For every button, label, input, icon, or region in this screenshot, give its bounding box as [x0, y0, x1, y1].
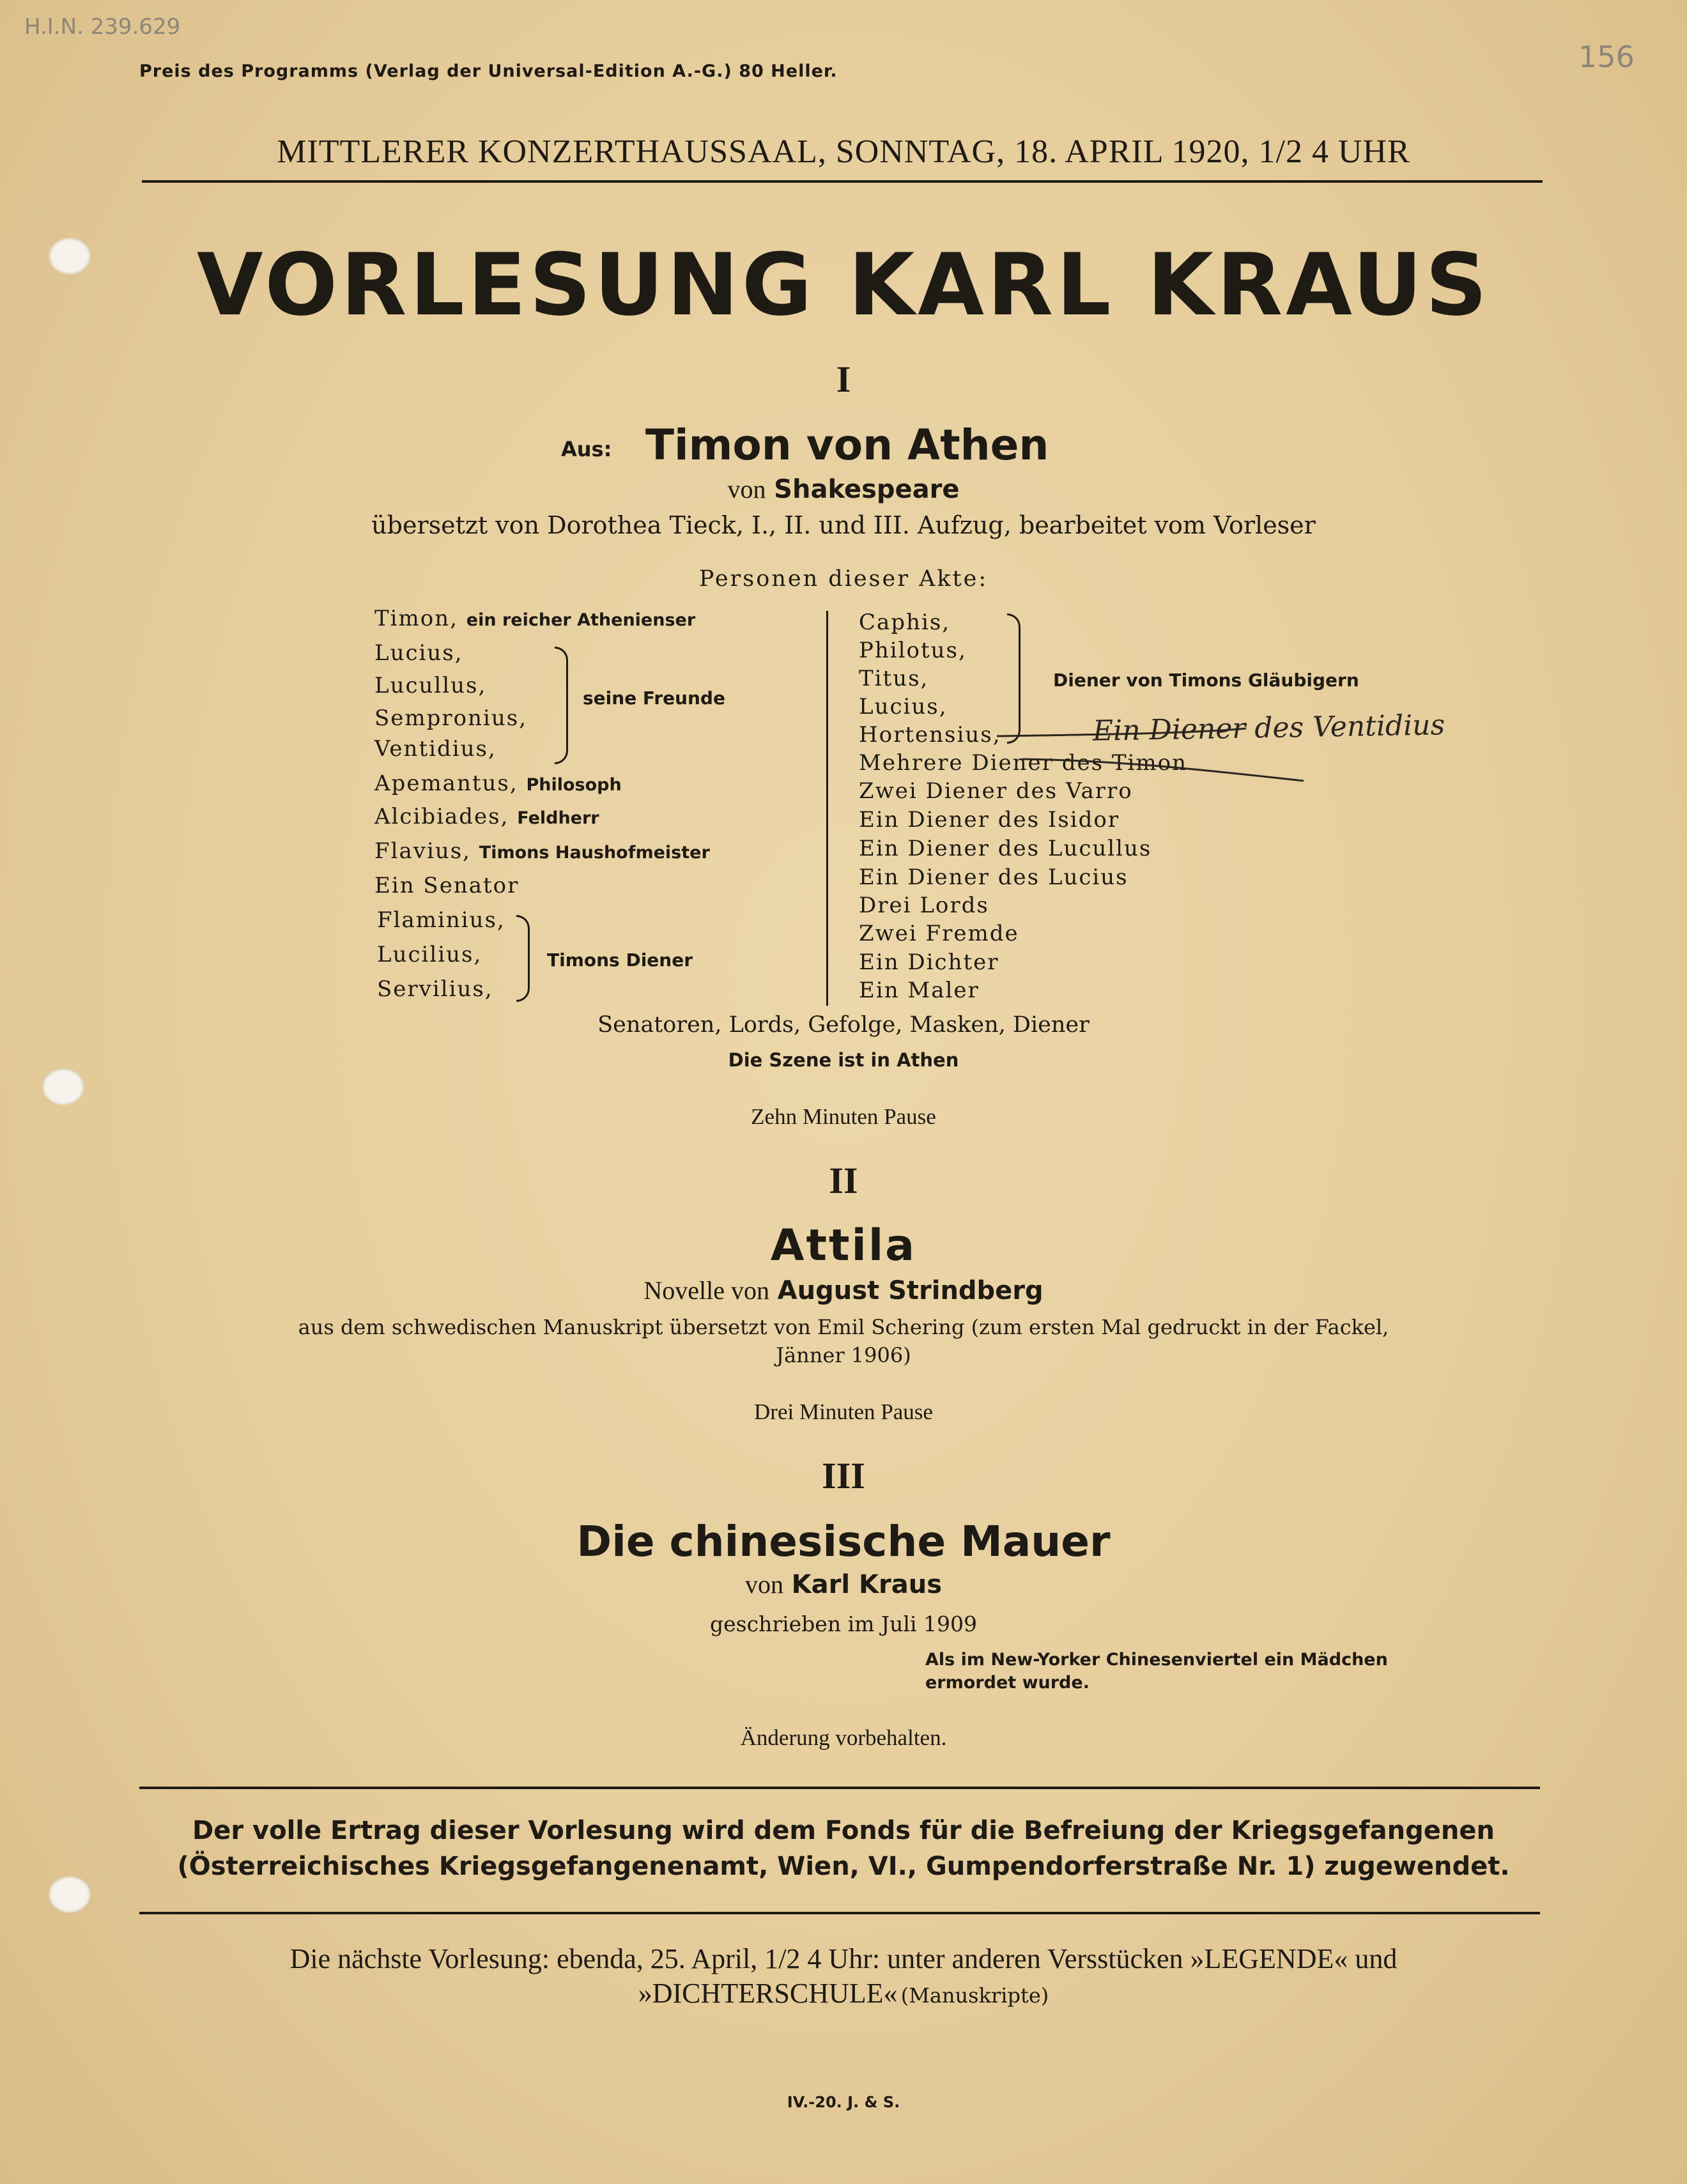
genre-label: Novelle von: [643, 1276, 769, 1305]
cast-other: Ein Diener des Isidor: [859, 807, 1120, 833]
scene-line: Die Szene ist in Athen: [728, 1049, 959, 1071]
punch-hole-middle: [42, 1068, 84, 1105]
cast-creditor-servant: Philotus,: [859, 638, 967, 663]
cast-other: Ein Dichter: [859, 950, 999, 975]
cast-other: Mehrere Diener des Timon: [859, 750, 1188, 776]
label-diener-glaeubiger: Diener von Timons Gläubigern: [1053, 670, 1359, 691]
cast-servant: Flaminius,: [377, 907, 505, 933]
label-timons-diener: Timons Diener: [547, 950, 693, 971]
cast-creditor-servant: Titus,: [859, 666, 929, 691]
aus-label: Aus:: [561, 437, 612, 461]
next-reading-2: [0, 1977, 1687, 2010]
translation-note-attila: aus dem schwedischen Manuskript übersetzt von Emil Schering (zum ersten Mal gedruckt in der Fackel,: [298, 1315, 1389, 1339]
cast-friend: Lucullus,: [374, 673, 487, 698]
written-date: geschrieben im Juli 1909: [710, 1611, 977, 1636]
part-numeral-2: II: [829, 1160, 858, 1201]
price-note: Preis des Programms (Verlag der Universal-Edition A.-G.) 80 Heller.: [139, 61, 838, 81]
personen-heading: Personen dieser Akte:: [698, 566, 989, 592]
page-title: VORLESUNG KARL KRAUS: [196, 235, 1491, 335]
von-label-3: von: [744, 1570, 783, 1599]
part-numeral-3: III: [822, 1455, 865, 1496]
author-line-strindberg: [0, 1275, 1687, 1305]
venue-line: MITTLERER KONZERTHAUSSAAL, SONNTAG, 18. APRIL 1920, 1/2 4 UHR: [277, 134, 1410, 170]
cast-other: Zwei Fremde: [859, 921, 1019, 946]
author-strindberg: August Strindberg: [777, 1276, 1044, 1305]
handwritten-addition: Ein Diener des Ventidius: [1092, 709, 1445, 748]
label-seine-freunde: seine Freunde: [583, 688, 725, 709]
brace-servants: [516, 915, 530, 1002]
author-shakespeare: Shakespeare: [774, 475, 960, 504]
cast-alcibiades: Alcibiades, Feldherr: [374, 804, 599, 829]
cast-column-divider: [826, 611, 828, 1006]
pause-1: Zehn Minuten Pause: [751, 1104, 936, 1129]
brace-friends: [555, 647, 568, 764]
cast-creditor-servant: Caphis,: [859, 610, 951, 635]
cast-other: Zwei Diener des Varro: [859, 778, 1133, 804]
translation-note-attila-2: Jänner 1906): [776, 1343, 911, 1367]
author-kraus: Karl Kraus: [791, 1570, 943, 1599]
change-note: Änderung vorbehalten.: [740, 1725, 947, 1750]
work-title-attila: Attila: [770, 1220, 917, 1271]
cast-flavius: Flavius, Timons Haushofmeister: [374, 838, 710, 864]
proceeds-line-2: (Österreichisches Kriegsgefangenenamt, Wien, VI., Gumpendorferstraße Nr. 1) zugewendet.: [177, 1852, 1510, 1881]
cast-creditor-servant: Hortensius,: [859, 722, 1001, 748]
next-reading-note: (Manuskripte): [900, 1983, 1049, 2008]
context-note-2: ermordet wurde.: [925, 1673, 1090, 1693]
cast-timon: Timon, ein reicher Athenienser: [374, 606, 696, 631]
translation-note: übersetzt von Dorothea Tieck, I., II. und III. Aufzug, bearbeitet vom Vorleser: [371, 511, 1316, 539]
work-title-mauer: Die chinesische Mauer: [576, 1517, 1111, 1566]
cast-servant: Lucilius,: [377, 942, 482, 967]
punch-hole-bottom: [49, 1876, 91, 1913]
cast-creditor-servant: Lucius,: [859, 694, 948, 719]
cast-senator: Ein Senator: [374, 873, 520, 898]
cast-friend: Sempronius,: [374, 705, 528, 731]
next-reading-1: Die nächste Vorlesung: ebenda, 25. April, 1/2 4 Uhr: unter anderen Versstücken »LEGENDE« und: [289, 1943, 1398, 1974]
next-reading-title: »DICHTERSCHULE«: [638, 1978, 898, 2009]
proceeds-line-1: Der volle Ertrag dieser Vorlesung wird dem Fonds für die Befreiung der Kriegsgefangenen: [192, 1816, 1495, 1845]
context-note-1: Als im New-Yorker Chinesenviertel ein Mädchen: [925, 1650, 1388, 1670]
work-title-timon: Timon von Athen: [645, 420, 1049, 470]
cast-friend: Ventidius,: [374, 736, 497, 762]
part-numeral-1: I: [836, 358, 851, 400]
archive-inventory-number: H.I.N. 239.629: [24, 14, 181, 40]
cast-apemantus: Apemantus, Philosoph: [374, 771, 622, 796]
archive-sheet-number: 156: [1578, 40, 1635, 74]
cast-servant: Servilius,: [377, 976, 493, 1002]
cast-other: Ein Diener des Lucullus: [859, 836, 1152, 861]
cast-friend: Lucius,: [374, 640, 463, 666]
proceeds-rule-top: [139, 1787, 1540, 1789]
pause-2: Drei Minuten Pause: [754, 1399, 933, 1424]
von-label: von: [727, 475, 766, 504]
author-line-kraus: [0, 1569, 1687, 1599]
cast-other: Drei Lords: [859, 893, 989, 918]
author-line-shakespeare: [0, 474, 1687, 504]
printer-imprint: IV.-20. J. & S.: [787, 2093, 900, 2111]
extras-line: Senatoren, Lords, Gefolge, Masken, Diener: [597, 1012, 1090, 1038]
cast-other: Ein Diener des Lucius: [859, 865, 1129, 890]
header-rule: [142, 180, 1543, 183]
proceeds-rule-bottom: [139, 1912, 1540, 1914]
cast-other: Ein Maler: [859, 978, 980, 1003]
